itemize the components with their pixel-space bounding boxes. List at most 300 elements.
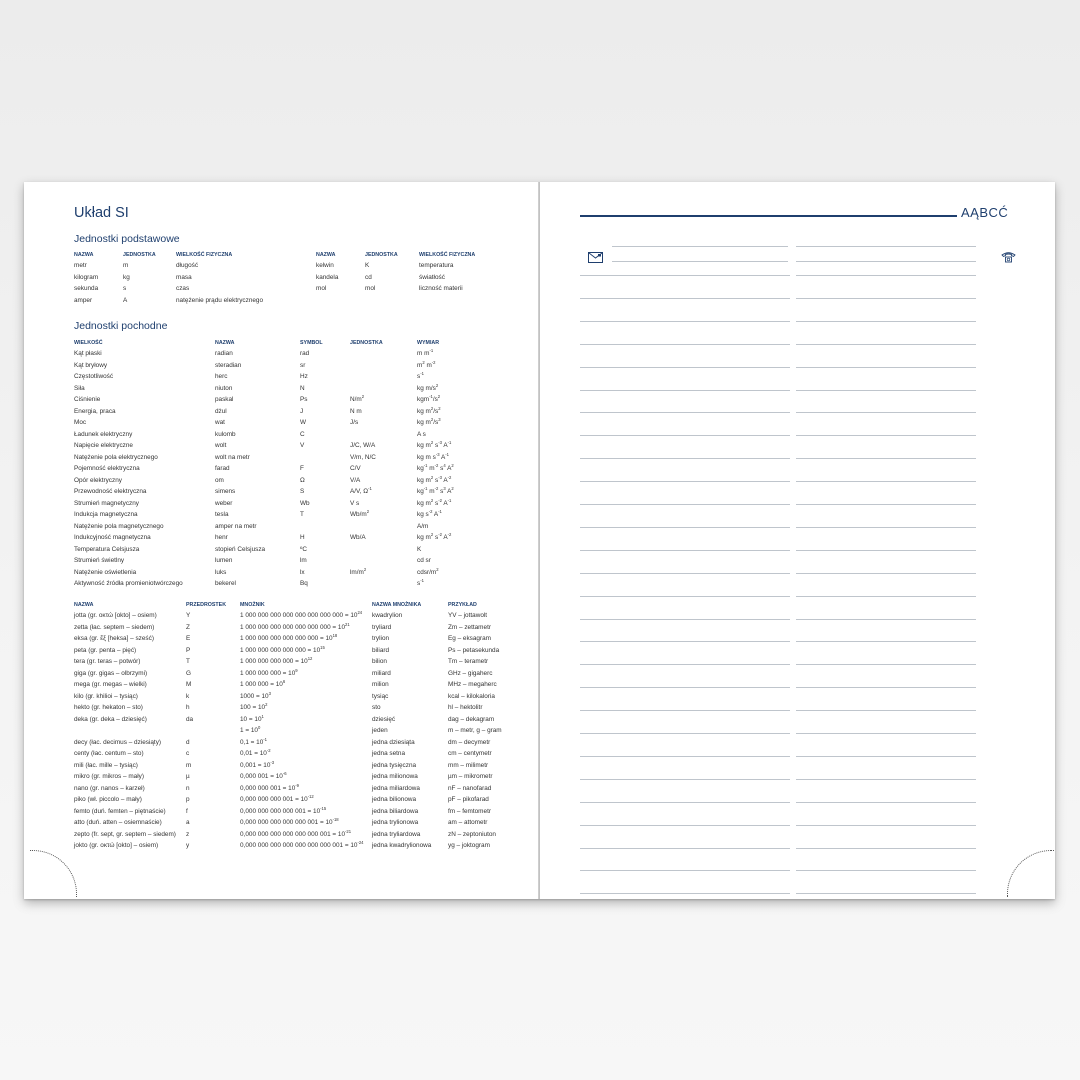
table-cell: $s^{-1}$ xyxy=(417,577,424,587)
table-cell: m $m^{-1}$ xyxy=(417,347,434,357)
table-cell: tysiąc xyxy=(372,692,389,700)
table-cell: T xyxy=(186,658,190,665)
table-cell: jedna milionowa xyxy=(372,773,418,780)
corner-perforation xyxy=(1007,850,1054,897)
table-cell: E xyxy=(186,635,191,642)
table-cell: k xyxy=(186,692,190,700)
table-cell: steradian xyxy=(215,361,242,369)
column-header: NAZWA xyxy=(316,252,336,258)
table-cell: dziesięć xyxy=(372,715,396,723)
table-cell: Energia, praca xyxy=(74,407,116,415)
ruled-line xyxy=(580,733,790,734)
table-cell: henr xyxy=(215,534,228,541)
table-cell: weber xyxy=(215,499,233,507)
table-cell: Kąt płaski xyxy=(74,350,102,357)
table-cell: µm – mikrometr xyxy=(448,773,493,780)
ruled-line xyxy=(796,458,976,459)
table-cell: hekto (gr. hekaton – sto) xyxy=(74,704,143,711)
ruled-line xyxy=(580,687,790,688)
ruled-line xyxy=(580,298,790,299)
table-cell: dag – dekagram xyxy=(448,715,495,723)
table-cell: jokto (gr. οκτώ [okto] – osiem) xyxy=(74,842,159,849)
table-cell: µ xyxy=(186,773,190,780)
ruled-line xyxy=(796,848,976,849)
table-cell: 0,000 000 000 000 $001 = 10^{-15}$ xyxy=(240,805,327,815)
column-header: JEDNOSTKA xyxy=(350,340,383,346)
page-title: Układ SI xyxy=(74,205,129,221)
table-cell: G xyxy=(186,669,191,677)
table-cell: H xyxy=(300,534,305,541)
ruled-line xyxy=(796,261,976,262)
table-cell: biliard xyxy=(372,646,390,654)
table-cell: n xyxy=(186,784,190,792)
ruled-line xyxy=(796,367,976,368)
table-cell: Eg – eksagram xyxy=(448,635,491,642)
table-cell: jedna setna xyxy=(372,750,406,757)
table-cell: kelwin xyxy=(316,262,334,269)
table-cell: sr xyxy=(300,361,306,369)
envelope-icon xyxy=(588,252,603,263)
table-cell: 1 000 000 000 000 000 000 $000 = 10^{21}$ xyxy=(240,621,350,631)
table-cell: kg $m^2$ $s^{-3}$ $A^{-2}$ xyxy=(417,474,452,484)
table-cell: 0,000 000 000 000 000 000 $001 = 10^{-21}$ xyxy=(240,828,352,838)
table-cell: kulomb xyxy=(215,430,236,438)
table-cell: jedna trylionowa xyxy=(372,819,419,826)
table-cell: dm – decymetr xyxy=(448,738,491,746)
table-cell: lx xyxy=(300,568,305,576)
table-cell: cm – centymetr xyxy=(448,750,492,757)
table-cell: Ciśnienie xyxy=(74,396,101,403)
table-cell: K xyxy=(365,262,370,269)
column-header: PRZYKŁAD xyxy=(448,602,477,608)
table-cell: om xyxy=(215,476,224,484)
table-cell: luks xyxy=(215,568,227,576)
table-cell: liczność materii xyxy=(419,285,463,292)
column-header: NAZWA xyxy=(74,252,94,258)
table-cell: N m xyxy=(350,407,362,415)
table-cell: jedna tysięczna xyxy=(372,761,417,769)
table-cell: wolt xyxy=(215,442,227,449)
column-header: MNOŻNIK xyxy=(240,602,265,608)
table-cell: jedna miliardowa xyxy=(372,784,420,792)
table-cell: Y xyxy=(186,612,191,619)
table-cell: femto (duń. femten – piętnaście) xyxy=(74,807,166,815)
ruled-line xyxy=(796,550,976,551)
derived-units-heading: Jednostki pochodne xyxy=(74,320,168,332)
table-cell: centy (łac. centum – sto) xyxy=(74,750,144,757)
ruled-line xyxy=(796,390,976,391)
table-cell: herc xyxy=(215,373,228,380)
ruled-line xyxy=(580,641,790,642)
column-header: NAZWA MNOŻNIKA xyxy=(372,602,422,608)
table-cell: Opór elektryczny xyxy=(74,476,122,484)
ruled-line xyxy=(796,246,976,247)
table-cell: a xyxy=(186,819,190,826)
table-cell: kg $m^2$ $s^{-3}$ $A^{-1}$ xyxy=(417,439,452,449)
ruled-line xyxy=(580,527,790,528)
table-cell: T xyxy=(300,511,304,518)
table-cell: czas xyxy=(176,285,190,292)
table-cell: $Wb/m^2$ xyxy=(350,508,370,518)
column-header: NAZWA xyxy=(74,602,94,608)
table-cell: jedna dziesiąta xyxy=(372,738,415,746)
table-cell: tryliard xyxy=(372,623,392,631)
table-cell: giga (gr. gigas – olbrzymi) xyxy=(74,669,148,677)
table-cell: amper na metr xyxy=(215,522,257,530)
table-cell: yg – joktogram xyxy=(448,842,490,849)
notebook-spread xyxy=(24,182,1055,899)
table-cell: mol xyxy=(365,285,376,292)
table-cell: m – metr, g – gram xyxy=(448,727,502,734)
table-cell: M xyxy=(186,681,192,688)
table-cell: deka (gr. deka – dziesięć) xyxy=(74,715,147,723)
table-cell: kg $m^2$ $s^{-2}$ $A^{-1}$ xyxy=(417,497,452,507)
table-cell: 1 000 000 000 $000 = 10^{12}$ xyxy=(240,655,313,665)
table-cell: dżul xyxy=(215,407,227,415)
ruled-line xyxy=(796,481,976,482)
table-cell: kg $m^2$ $s^{-2}$ $A^{-2}$ xyxy=(417,531,452,541)
table-cell: bekerel xyxy=(215,580,236,587)
table-cell: kg $m^2/s^2$ xyxy=(417,405,441,415)
ruled-line xyxy=(796,802,976,803)
table-cell: jotta (gr. οκτώ [okto] – osiem) xyxy=(74,612,157,619)
ruled-line xyxy=(580,870,790,871)
table-cell: Siła xyxy=(74,384,85,392)
ruled-line xyxy=(580,458,790,459)
table-cell: Wb/A xyxy=(350,534,366,541)
table-cell: GHz – gigaherc xyxy=(448,669,493,677)
table-cell: Napięcie elektryczne xyxy=(74,442,133,449)
ruled-line xyxy=(580,802,790,803)
table-cell: zN – zeptoniuton xyxy=(448,830,496,838)
table-cell: kg $m^2/s^3$ xyxy=(417,416,441,426)
ruled-line xyxy=(796,687,976,688)
table-cell: P xyxy=(186,646,191,654)
table-cell: milion xyxy=(372,681,389,688)
table-cell: J xyxy=(300,407,304,415)
table-cell: C xyxy=(300,430,305,438)
table-cell: ºC xyxy=(300,545,307,553)
table-cell: $m^2$ $m^{-2}$ xyxy=(417,359,436,369)
table-cell: K xyxy=(417,545,422,553)
ruled-line xyxy=(580,848,790,849)
table-cell: Natężenie pola magnetycznego xyxy=(74,522,164,530)
table-cell: $lm/m^2$ xyxy=(350,566,367,576)
table-cell: $kg^{-1}$ $m^{-2}$ $s^4$ $A^2$ xyxy=(417,462,454,472)
table-cell: y xyxy=(186,842,190,849)
table-cell: Moc xyxy=(74,419,87,426)
ruled-line xyxy=(796,321,976,322)
table-cell: fm – femtometr xyxy=(448,807,491,815)
table-cell: wat xyxy=(215,419,225,426)
table-cell: kg m $s^{-3}$ $A^{-1}$ xyxy=(417,451,449,461)
table-cell: jedna tryliardowa xyxy=(372,830,421,838)
column-header: NAZWA xyxy=(215,340,235,346)
ruled-line xyxy=(580,893,790,894)
table-cell: kilogram xyxy=(74,273,99,281)
column-header: JEDNOSTKA xyxy=(123,252,156,258)
ruled-line xyxy=(580,664,790,665)
table-cell: V/A xyxy=(350,476,361,484)
table-cell: tesla xyxy=(215,511,229,518)
table-cell: YV – jottawolt xyxy=(448,612,488,619)
table-cell: A/m xyxy=(417,522,429,530)
table-cell: m xyxy=(186,761,192,769)
table-cell: A/V, $\Omega^{-1}$ xyxy=(350,485,372,495)
header-rule xyxy=(580,215,957,217)
ruled-line xyxy=(796,527,976,528)
ruled-line xyxy=(580,779,790,780)
table-cell: radian xyxy=(215,350,233,357)
table-cell: m xyxy=(123,262,129,269)
table-cell: wolt na metr xyxy=(215,453,250,461)
table-cell: paskal xyxy=(215,396,234,403)
ruled-line xyxy=(796,596,976,597)
table-cell: $1 = 10^0$ xyxy=(240,724,261,734)
table-cell: $0,001 = 10^{-3}$ xyxy=(240,759,275,769)
table-cell: 0,000 000 000 000 000 000 000 $001 = 10^{-24}$ xyxy=(240,839,364,849)
table-cell: cdsr/$m^2$ xyxy=(417,566,439,576)
table-cell: sto xyxy=(372,704,381,711)
table-cell: Ps – petasekunda xyxy=(448,646,500,654)
table-cell: natężenie prądu elektrycznego xyxy=(176,296,264,304)
table-cell: am – attometr xyxy=(448,819,488,826)
table-cell: mega (gr. megas – wielki) xyxy=(74,681,147,688)
table-cell: simens xyxy=(215,488,236,495)
table-cell: J/s xyxy=(350,419,359,426)
table-cell: V/m, N/C xyxy=(350,453,376,461)
table-cell: hl – hektolitr xyxy=(448,704,483,711)
table-cell: N xyxy=(300,384,305,392)
ruled-line xyxy=(796,893,976,894)
table-cell: Ładunek elektryczny xyxy=(74,430,133,438)
ruled-line xyxy=(796,756,976,757)
column-header: WIELKOŚĆ xyxy=(74,340,103,346)
table-cell: Natężenie oświetlenia xyxy=(74,568,137,576)
table-cell: piko (wł. piccolo – mały) xyxy=(74,796,142,803)
ruled-line xyxy=(580,344,790,345)
table-cell: Bq xyxy=(300,580,308,587)
table-cell: Indukcyjność magnetyczna xyxy=(74,534,151,541)
table-cell: z xyxy=(186,830,190,838)
table-cell: $0,01 = 10^{-2}$ xyxy=(240,747,271,757)
table-cell: długość xyxy=(176,262,199,269)
table-cell: C/V xyxy=(350,465,361,472)
table-cell: Częstotliwość xyxy=(74,373,114,380)
table-cell: mili (łac. mille – tysiąc) xyxy=(74,761,138,769)
table-cell: p xyxy=(186,796,190,803)
ruled-line xyxy=(796,435,976,436)
ruled-line xyxy=(796,344,976,345)
column-header: PRZEDROSTEK xyxy=(186,602,227,608)
table-cell: $1000 = 10^3$ xyxy=(240,690,271,700)
table-cell: $kgm^{-1}/s^2$ xyxy=(417,393,441,403)
table-cell: 1 000 000 000 000 000 $000 = 10^{18}$ xyxy=(240,632,338,642)
table-cell: 1 000 000 000 000 000 000 000 $000 = 10^{24}$ xyxy=(240,609,363,619)
table-cell: Wb xyxy=(300,499,310,507)
table-cell: Aktywność źródła promieniotwórczego xyxy=(74,580,183,587)
ruled-line xyxy=(580,504,790,505)
table-cell: lumen xyxy=(215,557,233,564)
ruled-line xyxy=(580,825,790,826)
table-cell: jedna bilionowa xyxy=(372,796,417,803)
table-cell: $0,1 = 10^{-1}$ xyxy=(240,736,268,746)
ruled-line xyxy=(580,481,790,482)
table-cell: F xyxy=(300,465,304,472)
table-cell: 0,000 $001 = 10^{-6}$ xyxy=(240,770,287,780)
table-cell: sekunda xyxy=(74,285,99,292)
table-cell: Tm – terametr xyxy=(448,658,489,665)
table-cell: bilion xyxy=(372,658,387,665)
table-cell: decy (łac. decimus – dziesiąty) xyxy=(74,738,162,746)
table-cell: 1 000 000 $000 = 10^9$ xyxy=(240,667,298,677)
ruled-line xyxy=(796,733,976,734)
table-cell: Z xyxy=(186,623,190,631)
ruled-line xyxy=(796,664,976,665)
table-cell: $s^{-1}$ xyxy=(417,370,424,380)
table-cell: J/C, W/A xyxy=(350,442,376,449)
table-cell: zepto (fr. sept, gr. septem – siedem) xyxy=(74,830,176,838)
ruled-line xyxy=(796,275,976,276)
column-header: WIELKOŚĆ FIZYCZNA xyxy=(176,252,233,258)
table-cell: Zm – zettametr xyxy=(448,623,491,631)
table-cell: Strumień magnetyczny xyxy=(74,499,139,507)
column-header: JEDNOSTKA xyxy=(365,252,398,258)
table-cell: Ω xyxy=(300,476,305,484)
table-cell: Hz xyxy=(300,373,308,380)
ruled-line xyxy=(796,641,976,642)
table-cell: $100 = 10^2$ xyxy=(240,701,268,711)
table-cell: V xyxy=(300,442,305,449)
ruled-line xyxy=(580,550,790,551)
table-cell: kwadrylion xyxy=(372,612,403,619)
ruled-line xyxy=(580,412,790,413)
ruled-line xyxy=(580,390,790,391)
table-cell: światłość xyxy=(419,273,445,281)
table-cell: Kąt bryłowy xyxy=(74,361,108,369)
table-cell: cd sr xyxy=(417,557,431,564)
table-cell: kg $s^{-2}$ $A^{-1}$ xyxy=(417,508,442,518)
table-cell: peta (gr. penta – pięć) xyxy=(74,646,137,654)
table-cell: MHz – megaherc xyxy=(448,681,497,688)
table-cell: jedna kwadrylionowa xyxy=(372,842,432,849)
table-cell: eksa (gr. ἕξ [heksa] – sześć) xyxy=(74,635,154,642)
table-cell: trylion xyxy=(372,635,390,642)
table-cell: amper xyxy=(74,296,93,304)
ruled-line xyxy=(580,573,790,574)
ruled-line xyxy=(796,710,976,711)
table-cell: W xyxy=(300,419,307,426)
table-cell: h xyxy=(186,704,190,711)
table-cell: kg xyxy=(123,273,130,281)
ruled-line xyxy=(580,275,790,276)
ruled-line xyxy=(612,261,788,262)
table-cell: zetta (łac. septem – siedem) xyxy=(74,623,155,631)
table-cell: Pojemność elektryczna xyxy=(74,465,140,472)
index-letters: AĄBCĆ xyxy=(961,205,1009,220)
table-cell: Strumień świetlny xyxy=(74,557,125,564)
table-cell: metr xyxy=(74,262,87,269)
ruled-line xyxy=(796,870,976,871)
telephone-icon xyxy=(1001,251,1016,263)
table-cell: 0,000 000 $001 = 10^{-9}$ xyxy=(240,782,299,792)
table-cell: 1 000 000 000 000 $000 = 10^{15}$ xyxy=(240,644,325,654)
table-cell: c xyxy=(186,750,190,757)
ruled-line xyxy=(580,321,790,322)
table-cell: s xyxy=(123,285,127,292)
table-cell: $N/m^2$ xyxy=(350,393,365,403)
corner-perforation xyxy=(30,850,77,897)
table-cell: kandela xyxy=(316,273,339,281)
table-cell: lm xyxy=(300,557,307,564)
ruled-line xyxy=(796,619,976,620)
column-header: WYMIAR xyxy=(417,340,440,346)
ruled-line xyxy=(580,710,790,711)
table-cell: pF – pikofarad xyxy=(448,796,489,803)
table-cell: V s xyxy=(350,499,360,507)
table-cell: Ps xyxy=(300,396,308,403)
table-cell: atto (duń. atten – osiemnaście) xyxy=(74,819,162,826)
table-cell: mikro (gr. mikros – mały) xyxy=(74,773,144,780)
right-page xyxy=(540,182,1055,899)
table-cell: S xyxy=(300,488,305,495)
table-cell: miliard xyxy=(372,669,391,677)
ruled-line xyxy=(796,504,976,505)
ruled-line xyxy=(580,596,790,597)
ruled-line xyxy=(580,756,790,757)
table-cell: $kg^{-1}$ $m^{-2}$ $s^3$ $A^2$ xyxy=(417,485,454,495)
column-header: SYMBOL xyxy=(300,340,323,346)
table-cell: kg $m/s^2$ xyxy=(417,382,439,392)
ruled-line xyxy=(580,435,790,436)
table-cell: A s xyxy=(417,430,426,438)
table-cell: nano (gr. nanos – karzeł) xyxy=(74,784,145,792)
table-cell: $10 = 10^1$ xyxy=(240,713,264,723)
table-cell: jedna biliardowa xyxy=(372,807,419,815)
ruled-line xyxy=(796,779,976,780)
table-cell: jeden xyxy=(372,727,388,734)
table-cell: 0,000 000 000 000 000 $001 = 10^{-18}$ xyxy=(240,816,339,826)
table-cell: cd xyxy=(365,273,372,281)
table-cell: Przewodność elektryczna xyxy=(74,488,147,495)
table-cell: d xyxy=(186,738,190,746)
table-cell: Natężenie pola elektrycznego xyxy=(74,453,158,461)
ruled-line xyxy=(796,573,976,574)
ruled-line xyxy=(612,246,788,247)
table-cell: masa xyxy=(176,273,192,281)
table-cell: nF – nanofarad xyxy=(448,784,492,792)
table-cell: f xyxy=(186,807,188,815)
table-cell: rad xyxy=(300,350,310,357)
ruled-line xyxy=(796,298,976,299)
table-cell: mm – milimetr xyxy=(448,761,489,769)
ruled-line xyxy=(580,367,790,368)
ruled-line xyxy=(580,619,790,620)
table-cell: kilo (gr. khilioi – tysiąc) xyxy=(74,692,138,700)
table-cell: farad xyxy=(215,465,230,472)
table-cell: da xyxy=(186,715,194,723)
column-header: WIELKOŚĆ FIZYCZNA xyxy=(419,252,476,258)
table-cell: temperatura xyxy=(419,262,454,269)
table-cell: tera (gr. teras – potwór) xyxy=(74,658,141,665)
table-cell: 1 000 $000 = 10^6$ xyxy=(240,678,286,688)
table-cell: kcal – kilokaloria xyxy=(448,692,495,700)
ruled-line xyxy=(796,825,976,826)
table-cell: Indukcja magnetyczna xyxy=(74,511,138,518)
table-cell: A xyxy=(123,296,128,304)
table-cell: stopień Celsjusza xyxy=(215,545,266,553)
table-cell: Temperatura Celsjusza xyxy=(74,545,140,553)
